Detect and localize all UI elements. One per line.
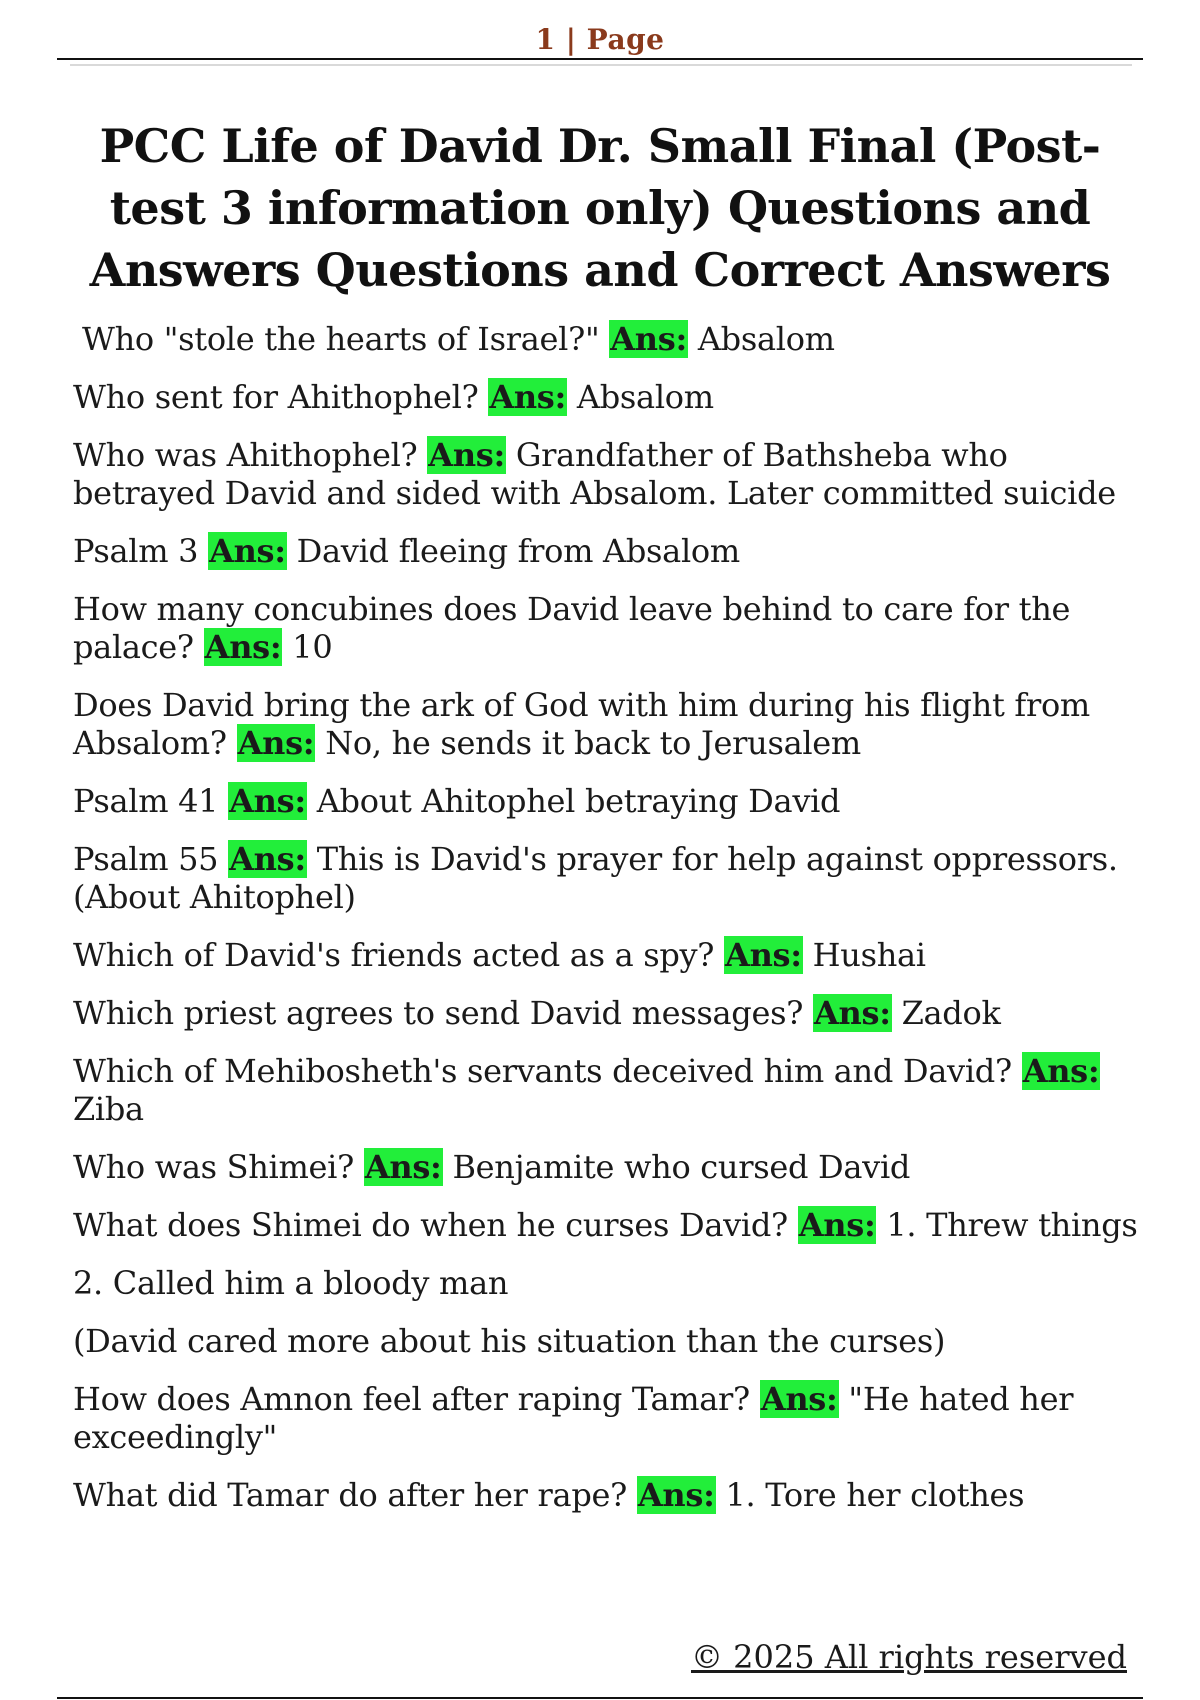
- question-text: Who "stole the hearts of Israel?": [82, 320, 600, 358]
- qa-item: [73, 1476, 1143, 1514]
- answer-text: Hushai: [812, 936, 926, 974]
- answer-text: 1. Tore her clothes: [725, 1476, 1025, 1514]
- answer-tag: Ans:: [760, 1380, 838, 1418]
- qa-item: [73, 378, 1143, 416]
- header-divider: [70, 64, 1132, 66]
- question-text: What does Shimei do when he curses David?: [73, 1206, 788, 1244]
- question-text: Who sent for Ahithophel?: [73, 378, 479, 416]
- question-text: Psalm 3: [73, 532, 199, 570]
- question-text: Which priest agrees to send David messages?: [73, 994, 804, 1032]
- answer-tag: Ans:: [428, 436, 506, 474]
- question-text: Psalm 55: [73, 840, 219, 878]
- answer-text: Absalom: [576, 378, 714, 416]
- answer-text: Benjamite who cursed David: [452, 1148, 911, 1186]
- document-title: PCC Life of David Dr. Small Final (Post-test 3 information only) Questions and Answers Questions and Correct Answers: [89, 119, 1111, 297]
- answer-tag: Ans:: [610, 320, 687, 358]
- answer-continuation: [73, 1322, 1143, 1360]
- answer-tag: Ans:: [1022, 1052, 1100, 1090]
- question-text: Does David bring the ark of God with him during his flight from Absalom?: [73, 686, 1090, 762]
- question-text: Who was Shimei?: [73, 1148, 354, 1186]
- answer-text: Grandfather of Bathsheba who betrayed David and sided with Absalom. Later committed suicide: [73, 436, 1116, 512]
- qa-item: [73, 320, 1143, 358]
- answer-text: No, he sends it back to Jerusalem: [325, 724, 861, 762]
- qa-item: [73, 782, 1143, 820]
- question-text: Which of Mehibosheth's servants deceived him and David?: [73, 1052, 1012, 1090]
- qa-item: [73, 532, 1143, 570]
- qa-item: [73, 1380, 1143, 1456]
- qa-item: [73, 1052, 1143, 1128]
- question-text: How many concubines does David leave behind to care for the palace?: [73, 590, 1071, 666]
- page-header: [57, 22, 1143, 60]
- page-number-label: 1 | Page: [535, 23, 665, 56]
- answer-tag: Ans:: [229, 782, 306, 820]
- answer-text: 10: [292, 628, 333, 666]
- answer-text: (David cared more about his situation than the curses): [73, 1322, 946, 1360]
- answer-text: David fleeing from Absalom: [296, 532, 740, 570]
- qa-item: [73, 840, 1143, 916]
- copyright-footer: © 2025 All rights reserved: [691, 1638, 1127, 1676]
- answer-tag: Ans:: [637, 1476, 715, 1514]
- qa-item: [73, 686, 1143, 762]
- answer-tag: Ans:: [364, 1148, 442, 1186]
- answer-tag: Ans:: [725, 936, 802, 974]
- answer-tag: Ans:: [798, 1206, 876, 1244]
- answer-text: This is David's prayer for help against oppressors. (About Ahitophel): [73, 840, 1118, 916]
- qa-list: [73, 320, 1143, 1534]
- qa-item: [73, 994, 1143, 1032]
- answer-tag: Ans:: [489, 378, 567, 416]
- answer-text: Ziba: [73, 1090, 144, 1128]
- answer-tag: Ans:: [813, 994, 891, 1032]
- question-text: Psalm 41: [73, 782, 219, 820]
- question-text: Who was Ahithophel?: [73, 436, 418, 474]
- answer-text: "He hated her exceedingly": [73, 1380, 1074, 1456]
- qa-item: [73, 1148, 1143, 1186]
- qa-item: [73, 936, 1143, 974]
- answer-tag: Ans:: [237, 724, 315, 762]
- answer-text: About Ahitophel betraying David: [316, 782, 841, 820]
- answer-text: Zadok: [901, 994, 1001, 1032]
- answer-text: 1. Threw things: [886, 1206, 1138, 1244]
- answer-text: Absalom: [697, 320, 835, 358]
- question-text: What did Tamar do after her rape?: [73, 1476, 627, 1514]
- qa-item: [73, 1206, 1143, 1244]
- footer-divider: [57, 1697, 1143, 1699]
- question-text: Which of David's friends acted as a spy?: [73, 936, 715, 974]
- answer-tag: Ans:: [229, 840, 306, 878]
- answer-tag: Ans:: [209, 532, 286, 570]
- answer-tag: Ans:: [204, 628, 282, 666]
- answer-continuation: [73, 1264, 1143, 1302]
- qa-item: [73, 590, 1143, 666]
- qa-item: [73, 436, 1143, 512]
- answer-text: 2. Called him a bloody man: [73, 1264, 509, 1302]
- question-text: How does Amnon feel after raping Tamar?: [73, 1380, 750, 1418]
